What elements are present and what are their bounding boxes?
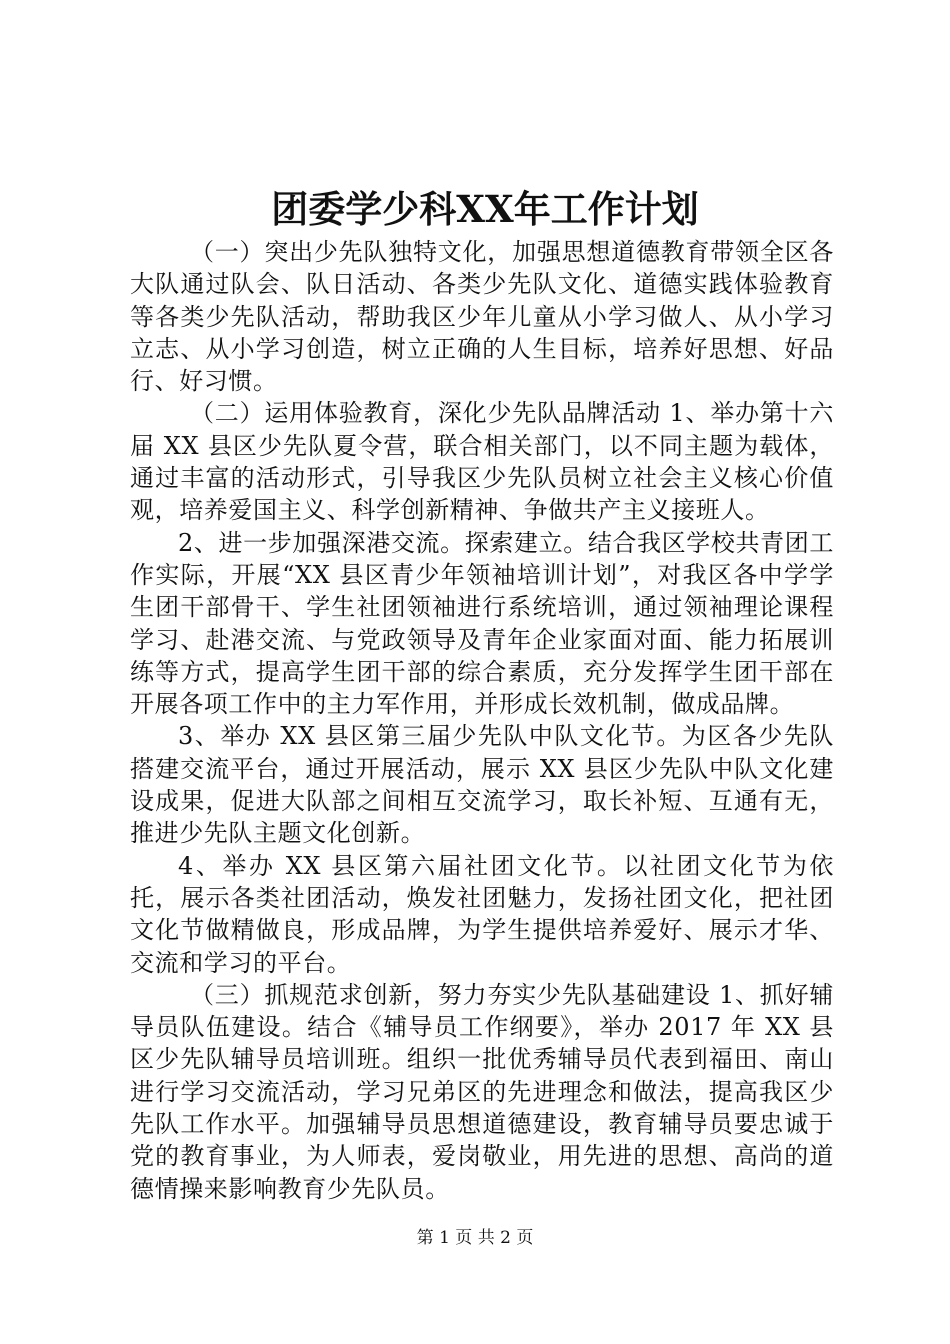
paragraph-section-2: （二）运用体验教育，深化少先队品牌活动 1、举办第十六届 XX 县区少先队夏令营，联合相关部门，以不同主题为载体，通过丰富的活动形式，引导我区少先队员树立社会主义核心价值观，培养爱国主义、科学创新精神、争做共产主义接班人。 <box>130 399 834 525</box>
paragraph-section-1: （一）突出少先队独特文化，加强思想道德教育带领全区各大队通过队会、队日活动、各类少先队文化、道德实践体验教育等各类少先队活动，帮助我区少年儿童从小学习做人、从小学习立志、从小学习创造，树立正确的人生目标，培养好思想、好品行、好习惯。 <box>130 238 834 396</box>
document-title: 团委学少科XX年工作计划 <box>271 187 699 231</box>
document-body <box>130 236 834 1205</box>
paragraph-item-2: 2、进一步加强深港交流。探索建立。结合我区学校共青团工作实际，开展“XX 县区青少年领袖培训计划”，对我区各中学学生团干部骨干、学生社团领袖进行系统培训，通过领袖理论课程学习、赴港交流、与党政领导及青年企业家面对面、能力拓展训练等方式，提高学生团干部的综合素质，充分发挥学生团干部在开展各项工作中的主力军作用，并形成长效机制，做成品牌。 <box>130 528 834 719</box>
page-footer: 第 1 页 共 2 页 <box>416 1228 534 1248</box>
paragraph-item-4: 4、举办 XX 县区第六届社团文化节。以社团文化节为依托，展示各类社团活动，焕发社团魅力，发扬社团文化，把社团文化节做精做良，形成品牌，为学生提供培养爱好、展示才华、交流和学习的平台。 <box>130 851 834 977</box>
paragraph-section-3: （三）抓规范求创新，努力夯实少先队基础建设 1、抓好辅导员队伍建设。结合《辅导员工作纲要》，举办 2017 年 XX 县区少先队辅导员培训班。组织一批优秀辅导员代表到福田、南山进行学习交流活动，学习兄弟区的先进理念和做法，提高我区少先队工作水平。加强辅导员思想道德建设，教育辅导员要忠诚于党的教育事业，为人师表，爱岗敬业，用先进的思想、高尚的道德情操来影响教育少先队员。 <box>130 980 834 1203</box>
paragraph-item-3: 3、举办 XX 县区第三届少先队中队文化节。为区各少先队搭建交流平台，通过开展活动，展示 XX 县区少先队中队文化建设成果，促进大队部之间相互交流学习，取长补短、互通有无，推进少先队主题文化创新。 <box>130 722 834 848</box>
